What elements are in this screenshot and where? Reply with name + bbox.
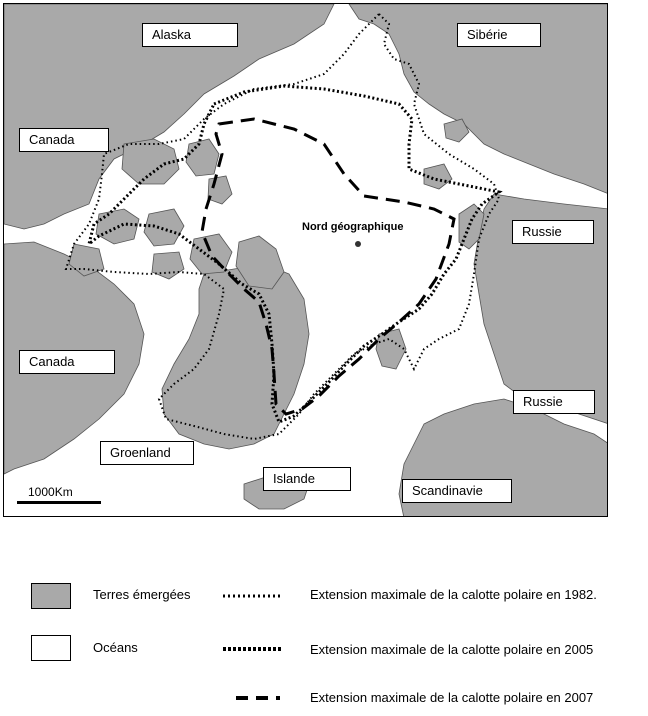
legend-label-ocean: Océans bbox=[93, 640, 138, 655]
legend-line-2005 bbox=[222, 645, 282, 653]
land-island-5 bbox=[190, 234, 232, 274]
land-svalbard bbox=[376, 329, 406, 369]
legend-label-1982: Extension maximale de la calotte polaire en 1982. bbox=[310, 587, 597, 602]
legend-label-land: Terres émergées bbox=[93, 587, 191, 602]
arctic-map bbox=[3, 3, 608, 517]
map-drawing bbox=[4, 4, 608, 517]
land-island-2 bbox=[186, 139, 219, 176]
label-alaska: Alaska bbox=[142, 23, 238, 47]
legend-line-2007 bbox=[235, 694, 295, 702]
label-canada-bottom: Canada bbox=[19, 350, 115, 374]
legend-label-2007: Extension maximale de la calotte polaire en 2007 bbox=[310, 690, 594, 705]
legend-label-2005: Extension maximale de la calotte polaire en 2005 bbox=[310, 642, 594, 657]
land-island-4 bbox=[144, 209, 184, 246]
geographic-north-label: Nord géographique bbox=[302, 221, 404, 233]
land-island-1 bbox=[122, 139, 179, 184]
scale-bar bbox=[17, 501, 101, 504]
land-greenland bbox=[162, 264, 309, 449]
legend-line-1982 bbox=[222, 592, 282, 600]
legend-swatch-land bbox=[31, 583, 71, 609]
label-groenland: Groenland bbox=[100, 441, 194, 465]
geographic-north-dot bbox=[355, 241, 361, 247]
label-russie-top: Russie bbox=[512, 220, 594, 244]
label-scandinavie: Scandinavie bbox=[402, 479, 512, 503]
label-russie-bottom: Russie bbox=[513, 390, 595, 414]
legend-swatch-ocean bbox=[31, 635, 71, 661]
label-islande: Islande bbox=[263, 467, 351, 491]
scale-label: 1000Km bbox=[28, 485, 73, 499]
land-island-8 bbox=[152, 252, 184, 279]
land-island-7 bbox=[208, 176, 232, 204]
label-canada-top: Canada bbox=[19, 128, 109, 152]
label-siberie: Sibérie bbox=[457, 23, 541, 47]
